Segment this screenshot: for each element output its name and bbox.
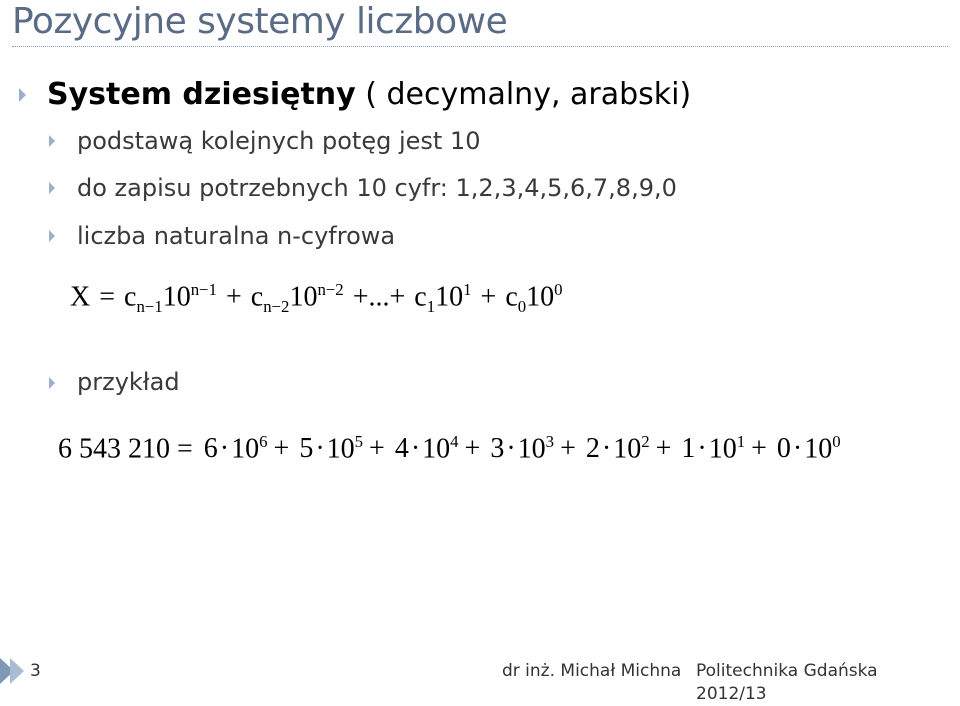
term-base: 10 [804, 433, 833, 465]
heading-bold: System dziesiętny [47, 77, 356, 112]
term-exponent: 6 [259, 432, 268, 451]
multiply-dot: · [697, 433, 707, 465]
bullet-item: do zapisu potrzebnych 10 cyfr: 1,2,3,4,5,6,7,8,9,0 [77, 174, 677, 202]
term-base: 10 [422, 433, 451, 465]
multiply-dot: · [410, 433, 421, 465]
example-formula: 6 543 $210 = 6\cdot 10^6 + 5\cdot 10^5 + 4\cdot 10^4 + 3\cdot 10^3 + 2\cdot 10^2 + 1\cdot 10^1 + 0\cdot 10^0$ [58, 432, 841, 465]
term-digit: 5 [299, 433, 314, 465]
term-base: 10 [708, 433, 737, 465]
term-base: 10 [231, 433, 260, 465]
multiply-dot: · [601, 433, 612, 465]
triangle-bullet-icon [49, 135, 55, 147]
plus-sign: + [369, 433, 385, 465]
triangle-bullet-icon [49, 182, 55, 194]
term-digit: 6 [203, 433, 218, 465]
term-digit: 3 [490, 433, 505, 465]
triangle-bullet-icon [49, 377, 55, 389]
term-exponent: 5 [354, 432, 364, 451]
term-exponent: 3 [545, 432, 555, 451]
multiply-dot: · [315, 433, 325, 465]
plus-sign: + [751, 433, 767, 465]
multiply-dot: · [792, 433, 803, 465]
example-number: 6 543 210 [58, 433, 170, 465]
term-exponent: 0 [832, 432, 841, 451]
term-base: 10 [326, 433, 355, 465]
term-digit: 2 [585, 433, 600, 465]
double-arrow-icon [10, 658, 24, 684]
term-exponent: 1 [736, 432, 746, 451]
author: dr inż. Michał Michna [502, 661, 682, 681]
multiply-dot: · [506, 433, 516, 465]
slide-title: Pozycyjne systemy liczbowe [12, 1, 508, 42]
section-heading [47, 77, 691, 113]
multiply-dot: · [219, 433, 230, 465]
plus-sign: + [560, 433, 576, 465]
plus-sign: + [273, 433, 290, 465]
heading-rest: ( decymalny, arabski) [355, 77, 692, 112]
term-digit: 1 [681, 433, 696, 465]
example-label: przykład [77, 368, 180, 396]
term-exponent: 2 [641, 432, 650, 451]
title-divider [12, 46, 948, 47]
bullet-item: liczba naturalna n-cyfrowa [77, 222, 396, 250]
term-digit: 4 [394, 433, 409, 465]
triangle-bullet-icon [49, 230, 55, 242]
institution: Politechnika Gdańska [696, 661, 878, 681]
year: 2012/13 [696, 684, 767, 704]
term-digit: 0 [776, 433, 791, 465]
general-formula: $X = c_{n-1}10^{n-1} + c_{n-2}10^{n-2}$ +...+ $c_110^1 + c_010^0$ [70, 280, 563, 316]
triangle-bullet-icon [19, 88, 26, 102]
page-number: 3 [30, 661, 41, 681]
term-base: 10 [517, 433, 546, 465]
bullet-item: podstawą kolejnych potęg jest 10 [77, 127, 481, 155]
plus-sign: + [464, 433, 481, 465]
term-base: 10 [613, 433, 642, 465]
term-exponent: 4 [450, 432, 459, 451]
plus-sign: + [655, 433, 672, 465]
